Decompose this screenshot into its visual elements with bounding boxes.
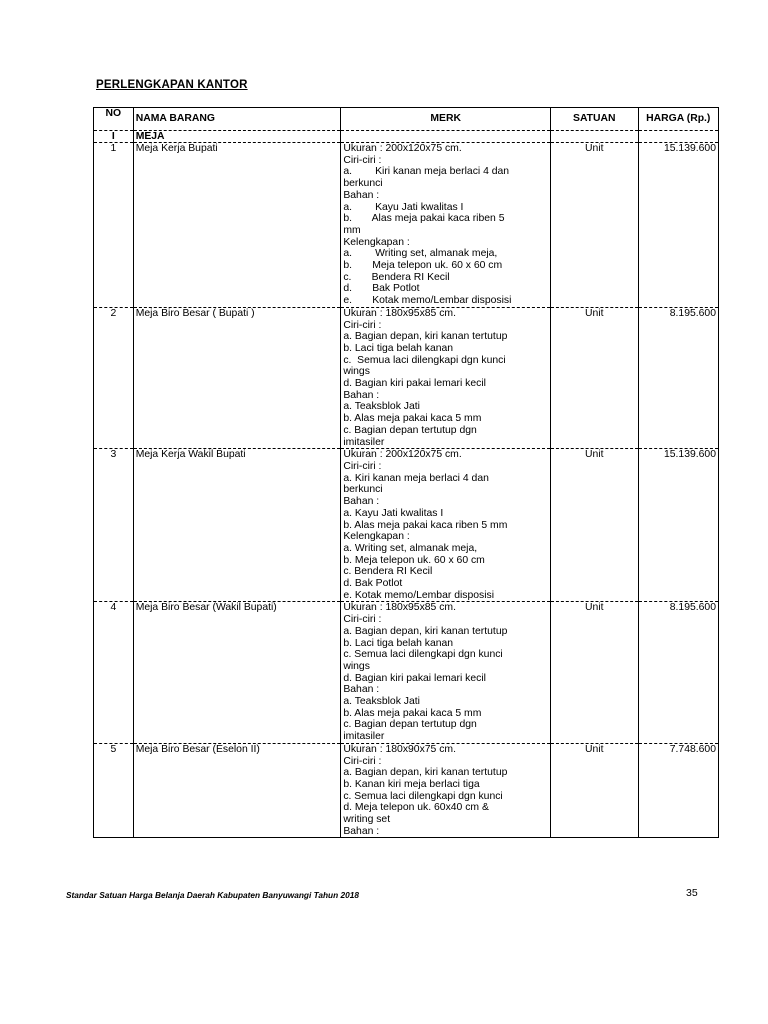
spec-line: Kelengkapan :: [343, 236, 410, 248]
spec-line: b. Alas meja pakai kaca riben 5 mm: [343, 519, 508, 531]
group-empty-cell: [551, 131, 639, 143]
table-row: [94, 602, 719, 743]
row-number: 2: [94, 307, 134, 448]
item-unit: Unit: [551, 143, 639, 308]
group-row: [94, 131, 719, 143]
footer-caption: Standar Satuan Harga Belanja Daerah Kabupaten Banyuwangi Tahun 2018: [66, 890, 359, 900]
item-name: Meja Kerja Wakil Bupati: [133, 449, 341, 602]
spec-line: a. Kayu Jati kwalitas I: [343, 507, 444, 519]
item-unit: Unit: [551, 743, 639, 838]
header-no: NO: [94, 108, 134, 131]
spec-line: c. Bendera RI Kecil: [343, 271, 450, 283]
spec-line: b. Alas meja pakai kaca 5 mm: [343, 413, 482, 425]
spec-line: writing set: [343, 814, 391, 826]
spec-line: Ciri-ciri :: [343, 319, 382, 331]
spec-line: imitasiler: [343, 436, 385, 448]
spec-line: a. Kiri kanan meja berlaci 4 dan: [343, 472, 489, 484]
spec-line: a. Teaksblok Jati: [343, 401, 420, 413]
item-unit: Unit: [551, 602, 639, 743]
group-no: I: [94, 131, 134, 143]
row-number: 4: [94, 602, 134, 743]
item-spec-cell: [341, 143, 551, 308]
spec-line: b. Meja telepon uk. 60 x 60 cm: [343, 260, 503, 272]
spec-line: imitasiler: [343, 731, 385, 743]
spec-line: Ukuran : 180x90x75 cm.: [343, 743, 456, 755]
spec-line: b. Kanan kiri meja berlaci tiga: [343, 778, 480, 790]
spec-line: Ukuran : 180x95x85 cm.: [343, 307, 456, 319]
item-spec-cell: [341, 602, 551, 743]
spec-line: a. Kayu Jati kwalitas I: [343, 201, 464, 213]
spec-line: Ciri-ciri :: [343, 614, 382, 626]
item-price: 15.139.600: [638, 143, 718, 308]
table-row: [94, 143, 719, 308]
item-name: Meja Kerja Bupati: [133, 143, 341, 308]
item-name: Meja Biro Besar ( Bupati ): [133, 307, 341, 448]
item-name: Meja Biro Besar (Eselon II): [133, 743, 341, 838]
item-spec-cell: [341, 307, 551, 448]
spec-line: Ciri-ciri :: [343, 460, 382, 472]
spec-line: d. Bak Potlot: [343, 578, 403, 590]
spec-line: c. Bagian depan tertutup dgn: [343, 719, 477, 731]
spec-line: a. Bagian depan, kiri kanan tertutup: [343, 767, 508, 779]
spec-line: b. Alas meja pakai kaca riben 5: [343, 213, 505, 225]
spec-line: c. Bendera RI Kecil: [343, 566, 433, 578]
item-unit: Unit: [551, 307, 639, 448]
item-price: 7.748.600: [638, 743, 718, 838]
spec-line: d. Bagian kiri pakai lemari kecil: [343, 378, 486, 390]
spec-line: a. Bagian depan, kiri kanan tertutup: [343, 625, 508, 637]
item-price: 15.139.600: [638, 449, 718, 602]
header-harga: HARGA (Rp.): [638, 108, 718, 131]
item-price: 8.195.600: [638, 602, 718, 743]
spec-line: d. Meja telepon uk. 60x40 cm &: [343, 802, 489, 814]
spec-line: a. Writing set, almanak meja,: [343, 248, 498, 260]
spec-line: b. Laci tiga belah kanan: [343, 637, 454, 649]
table-row: [94, 307, 719, 448]
spec-line: Ukuran : 180x95x85 cm.: [343, 602, 456, 614]
spec-line: Ukuran : 200x120x75 cm.: [343, 143, 462, 154]
table-header-row: [94, 108, 719, 131]
spec-line: b. Laci tiga belah kanan: [343, 342, 454, 354]
spec-line: e. Kotak memo/Lembar disposisi: [343, 295, 512, 307]
group-name: MEJA: [133, 131, 341, 143]
spec-line: c. Semua laci dilengkapi dgn kunci: [343, 354, 506, 366]
spec-line: c. Semua laci dilengkapi dgn kunci: [343, 649, 503, 661]
row-number: 1: [94, 143, 134, 308]
group-empty-cell: [638, 131, 718, 143]
spec-line: Ciri-ciri :: [343, 755, 382, 767]
spec-line: berkunci: [343, 484, 383, 496]
header-name: NAMA BARANG: [133, 108, 341, 131]
spec-line: Bahan :: [343, 496, 380, 508]
spec-line: wings: [343, 366, 370, 378]
spec-line: Ciri-ciri :: [343, 154, 382, 166]
spec-line: berkunci: [343, 178, 383, 190]
spec-line: a. Writing set, almanak meja,: [343, 542, 478, 554]
spec-line: d. Bak Potlot: [343, 283, 420, 295]
spec-line: a. Teaksblok Jati: [343, 696, 420, 708]
spec-line: Kelengkapan :: [343, 531, 410, 543]
spec-line: wings: [343, 660, 370, 672]
header-merk: MERK: [341, 108, 551, 131]
page-number: 35: [686, 887, 698, 899]
spec-line: e. Kotak memo/Lembar disposisi: [343, 589, 495, 601]
item-unit: Unit: [551, 449, 639, 602]
spec-line: Ukuran : 200x120x75 cm.: [343, 449, 462, 461]
item-spec-cell: [341, 449, 551, 602]
table-row: [94, 743, 719, 838]
price-table: [93, 107, 719, 838]
item-spec-cell: [341, 743, 551, 838]
table-row: [94, 449, 719, 602]
header-satuan: SATUAN: [551, 108, 639, 131]
spec-line: Bahan :: [343, 389, 380, 401]
row-number: 3: [94, 449, 134, 602]
section-title: PERLENGKAPAN KANTOR: [96, 79, 248, 91]
spec-line: a. Kiri kanan meja berlaci 4 dan: [343, 166, 510, 178]
item-price: 8.195.600: [638, 307, 718, 448]
spec-line: Bahan :: [343, 825, 380, 837]
item-name: Meja Biro Besar (Wakil Bupati): [133, 602, 341, 743]
group-empty-cell: [341, 131, 551, 143]
spec-line: Bahan :: [343, 684, 380, 696]
spec-line: mm: [343, 224, 361, 236]
spec-line: Bahan :: [343, 189, 380, 201]
spec-line: c. Semua laci dilengkapi dgn kunci: [343, 790, 503, 802]
spec-line: d. Bagian kiri pakai lemari kecil: [343, 672, 486, 684]
row-number: 5: [94, 743, 134, 838]
spec-line: c. Bagian depan tertutup dgn: [343, 424, 477, 436]
spec-line: b. Meja telepon uk. 60 x 60 cm: [343, 554, 485, 566]
spec-line: b. Alas meja pakai kaca 5 mm: [343, 707, 482, 719]
spec-line: a. Bagian depan, kiri kanan tertutup: [343, 331, 508, 343]
